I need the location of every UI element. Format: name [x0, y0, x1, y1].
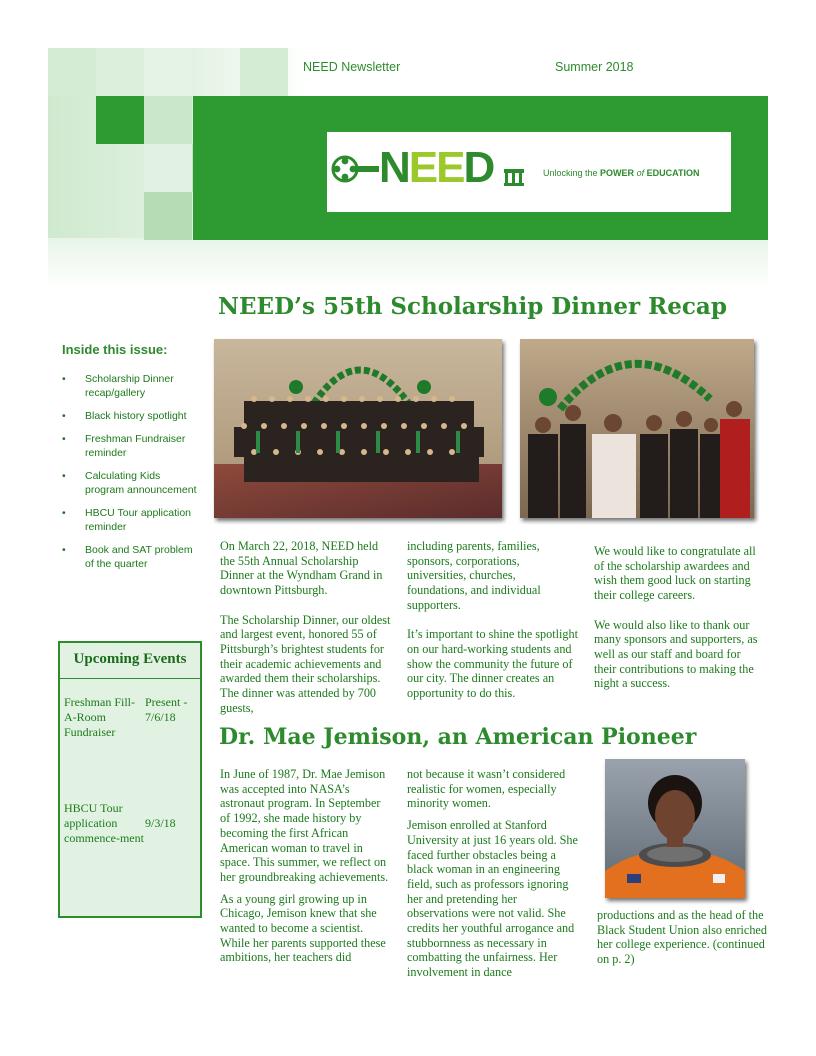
event-name: HBCU Tour application commence-ment [64, 801, 144, 845]
paragraph: We would like to congratulate all of the scholarship awardees and wish them good luck on starting their college careers. [594, 544, 756, 603]
logo-wordmark: NEED [379, 143, 494, 192]
decor-square [48, 48, 96, 96]
key-icon [331, 151, 379, 187]
guests-photo-image [520, 339, 754, 518]
upcoming-events-title: Upcoming Events [73, 651, 187, 667]
article1-column1 [220, 539, 392, 730]
article2-column1 [220, 767, 392, 980]
divider [60, 678, 200, 679]
decor-square [240, 48, 288, 96]
inside-issue-title: Inside this issue: [62, 342, 168, 357]
article2-column3 [597, 908, 767, 982]
decor-square [144, 144, 192, 192]
list-item: • Freshman Fundraiser reminder [62, 432, 202, 460]
masthead-fade-bottom [48, 238, 768, 288]
decor-square [144, 96, 192, 144]
list-item: • Black history spotlight [62, 409, 202, 423]
event-date: Present - 7/6/18 [145, 695, 188, 724]
upcoming-events-box [58, 641, 202, 918]
need-logo [327, 132, 731, 212]
paragraph: Jemison enrolled at Stanford University at just 16 years old. She faced further obstacles being a black woman in an engineering field, such as professors ignoring her and pretending her observations were not valid. She credits her youthful arrogance and stubbornness as necessary in combatting the unfairness. Her involvement in dance [407, 818, 578, 980]
issue-season: Summer 2018 [555, 60, 634, 74]
decor-square [96, 48, 144, 96]
list-item: • Calculating Kids program announcement [62, 469, 202, 497]
decor-square [144, 48, 192, 96]
event-date: 9/3/18 [145, 816, 176, 830]
paragraph: In June of 1987, Dr. Mae Jemison was accepted into NASA’s astronaut program. In September of 1992, she made history by becoming the first African American woman to travel in space. This summer, we reflect on her groundbreaking achievements. [220, 767, 389, 884]
article2-column2 [407, 767, 579, 995]
group-photo [214, 339, 502, 518]
paragraph: including parents, families, sponsors, corporations, universities, churches, foundations, and individual supporters. [407, 539, 541, 612]
paragraph: The Scholarship Dinner, our oldest and largest event, honored 55 of Pittsburgh’s brightest students for their academic achievements and awarded them their scholarships. The dinner was attended by 700 guests, [220, 612, 391, 715]
article-headline: NEED’s 55th Scholarship Dinner Recap [218, 293, 727, 320]
paragraph: On March 22, 2018, NEED held the 55th Annual Scholarship Dinner at the Wyndham Grand in downtown Pittsburgh. [220, 539, 383, 598]
key-teeth-icon [504, 169, 524, 187]
jemison-portrait-image [605, 759, 745, 898]
guests-photo [520, 339, 754, 518]
decor-square [144, 192, 192, 240]
event-name: Freshman Fill-A-Room Fundraiser [64, 695, 135, 739]
group-photo-image [214, 339, 502, 518]
logo-tagline: Unlocking the POWER of EDUCATION [543, 168, 700, 178]
list-item: • Book and SAT problem of the quarter [62, 543, 202, 571]
newsletter-name: NEED Newsletter [303, 60, 401, 74]
paragraph: It’s important to shine the spotlight on our hard-working students and show the community the future of our city. The dinner creates an opportunity to do this. [407, 627, 578, 701]
masthead [48, 48, 768, 288]
jemison-portrait [605, 759, 745, 898]
article1-column3 [594, 544, 766, 706]
list-item: • Scholarship Dinner recap/gallery [62, 372, 202, 400]
list-item: • HBCU Tour application reminder [62, 506, 202, 534]
decor-square [96, 96, 144, 144]
paragraph: As a young girl growing up in Chicago, Jemison knew that she wanted to become a scientist. While her parents supported these ambitions, her teachers did [220, 891, 386, 965]
paragraph: productions and as the head of the Black Student Union also enriched her college experience. (continued on p. 2) [597, 908, 767, 967]
article-headline: Dr. Mae Jemison, an American Pioneer [219, 724, 697, 750]
paragraph: not because it wasn’t considered realistic for women, especially minority women. [407, 767, 566, 811]
paragraph: We would also like to thank our many sponsors and supporters, as well as our staff and board for their contributions to making the night a success. [594, 617, 758, 691]
inside-issue-list [62, 372, 202, 580]
article1-column2 [407, 539, 579, 715]
